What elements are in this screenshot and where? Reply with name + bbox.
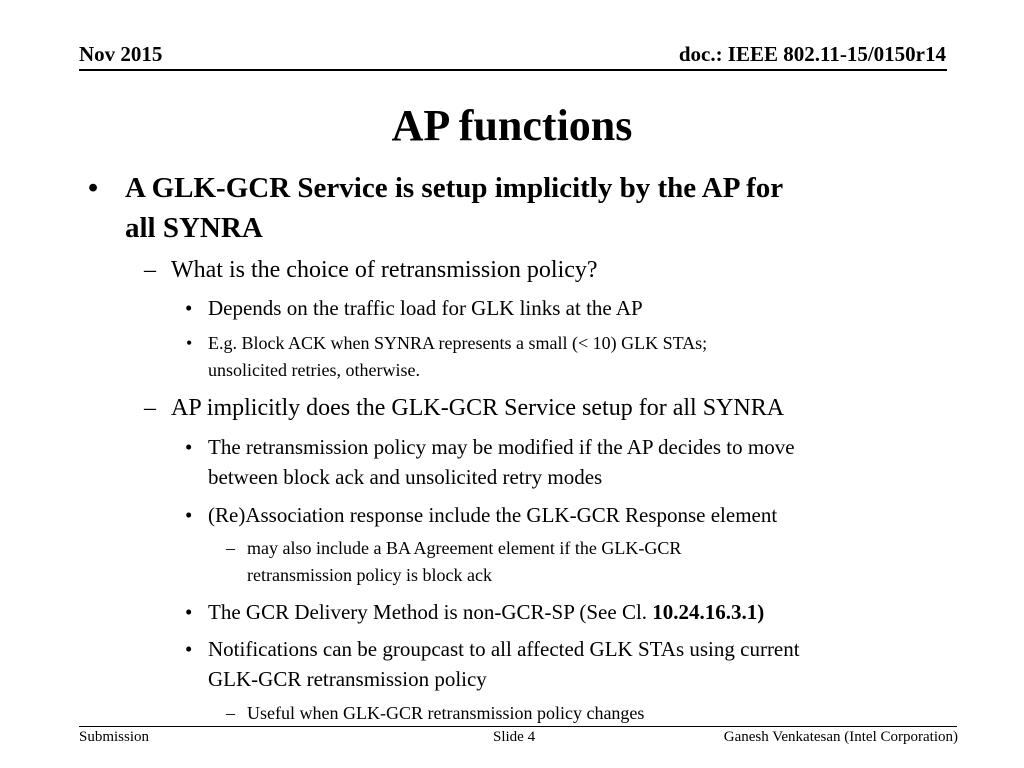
bullet-icon: • <box>185 503 193 527</box>
item-text: Notifications can be groupcast to all affected GLK STAs using current <box>208 637 800 661</box>
item-text-suffix: ) <box>757 600 765 624</box>
dash-icon: – <box>226 703 235 723</box>
bullet-icon: • <box>185 435 193 459</box>
bullet-icon: • <box>185 296 193 320</box>
item-text-cont: GLK-GCR retransmission policy <box>208 667 487 691</box>
subbullet-text: AP implicitly does the GLK-GCR Service setup for all SYNRA <box>171 395 785 421</box>
bullet-text-cont: all SYNRA <box>125 212 263 244</box>
footer-slide-number: Slide 4 <box>493 729 536 745</box>
header-doc-id: doc.: IEEE 802.11-15/0150r14 <box>678 42 946 66</box>
item-text <box>208 600 764 625</box>
subbullet-text: What is the choice of retransmission policy? <box>171 257 598 283</box>
header-date: Nov 2015 <box>79 42 163 66</box>
footer-author: Ganesh Venkatesan (Intel Corporation) <box>723 729 958 745</box>
slide-title: AP functions <box>391 101 633 150</box>
footer-divider <box>79 726 957 727</box>
item-text-cont: unsolicited retries, otherwise. <box>208 360 420 380</box>
footer-submission: Submission <box>79 729 150 745</box>
item-text: The retransmission policy may be modified if the AP decides to move <box>208 435 795 459</box>
dash-icon: – <box>226 538 235 558</box>
item-text: (Re)Association response include the GLK-GCR Response element <box>208 503 778 527</box>
item-text: E.g. Block ACK when SYNRA represents a small (< 10) GLK STAs; <box>208 333 708 353</box>
item-text: Depends on the traffic load for GLK links at the AP <box>208 296 643 320</box>
bullet-text: A GLK-GCR Service is setup implicitly by the AP for <box>125 172 784 204</box>
bullet-icon: • <box>88 172 99 204</box>
subitem-text-cont: retransmission policy is block ack <box>247 565 492 585</box>
header-divider <box>79 69 947 71</box>
bullet-icon: • <box>186 333 193 353</box>
subitem-text: Useful when GLK-GCR retransmission policy changes <box>247 703 645 723</box>
clause-reference: 10.24.16.3.1 <box>652 600 758 624</box>
item-text-prefix: The GCR Delivery Method is non-GCR-SP (See Cl. <box>208 600 653 624</box>
dash-icon: – <box>144 395 156 421</box>
bullet-icon: • <box>185 600 193 624</box>
dash-icon: – <box>144 257 156 283</box>
item-text-cont: between block ack and unsolicited retry modes <box>208 465 603 489</box>
subitem-text: may also include a BA Agreement element if the GLK-GCR <box>247 538 682 558</box>
bullet-icon: • <box>185 637 193 661</box>
